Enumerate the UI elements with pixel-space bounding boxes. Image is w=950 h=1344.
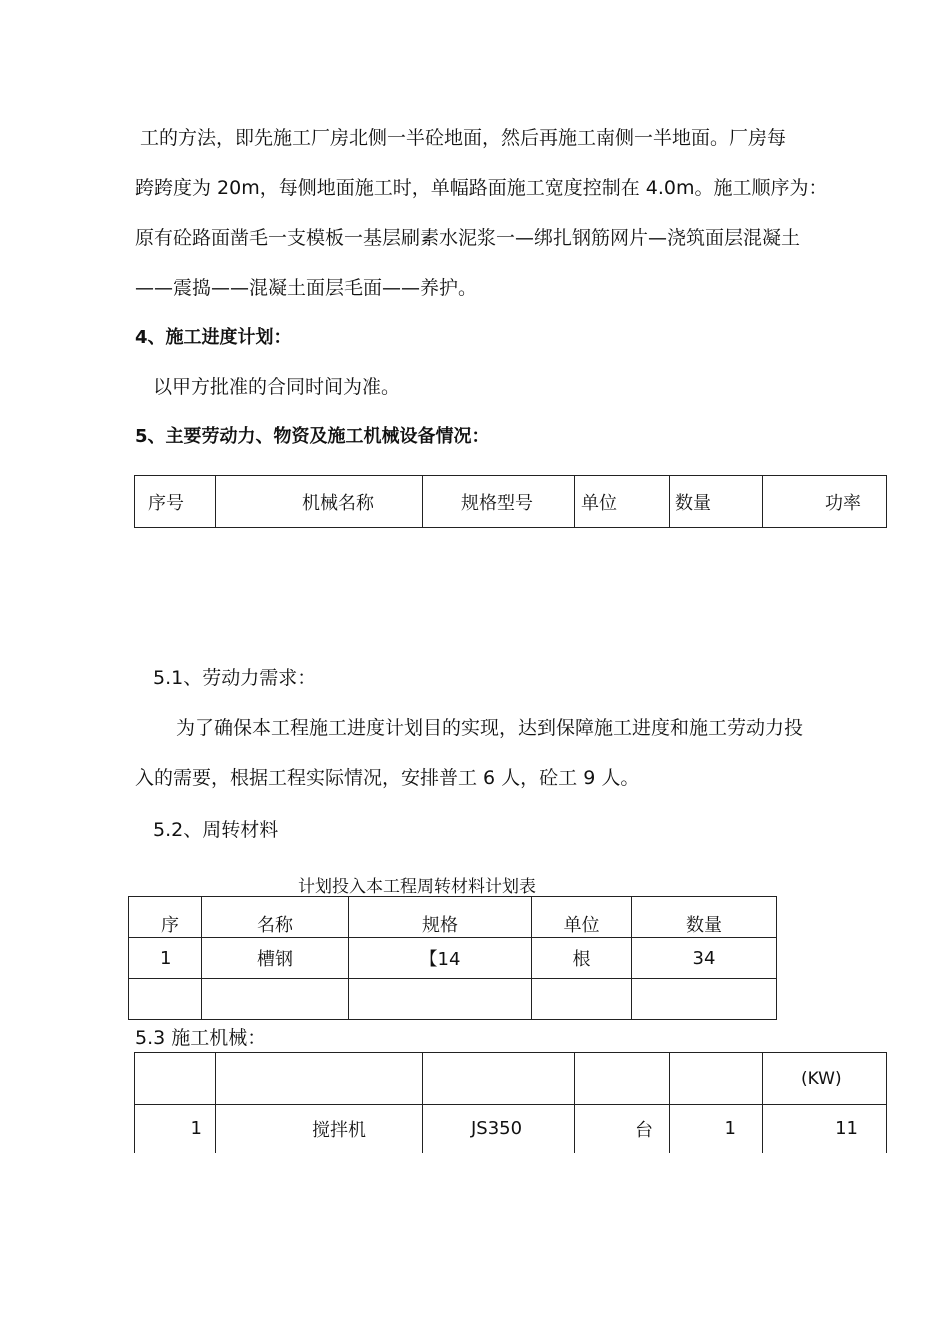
table-cell: JS350 — [423, 1105, 575, 1153]
section-5-heading: 5、主要劳动力、物资及施工机械设备情况： — [135, 426, 490, 447]
materials-header-quantity: 数量 — [632, 897, 777, 938]
header-cell-machine-name: 机械名称 — [216, 476, 423, 528]
section-5-1-heading: 5.1、劳动力需求： — [153, 667, 317, 689]
materials-header-spec: 规格 — [349, 897, 532, 938]
table-cell — [129, 979, 202, 1020]
table-row — [129, 938, 777, 979]
table-cell — [423, 1053, 575, 1105]
table-row — [135, 1105, 887, 1153]
header-cell-quantity: 数量 — [670, 476, 763, 528]
materials-table — [128, 896, 777, 1020]
table-row — [129, 979, 777, 1020]
materials-header-unit: 单位 — [532, 897, 632, 938]
section-4-heading: 4、施工进度计划： — [135, 327, 292, 348]
materials-header-name: 名称 — [202, 897, 349, 938]
section-5-1-line-1: 为了确保本工程施工进度计划目的实现，达到保障施工进度和施工劳动力投 — [176, 717, 804, 739]
table-row — [135, 1053, 887, 1105]
power-unit-cell: (KW) — [763, 1053, 887, 1105]
materials-table-title: 计划投入本工程周转材料计划表 — [298, 877, 536, 897]
machinery-table — [134, 1052, 887, 1153]
paragraph-line-1: 工的方法，即先施工厂房北侧一半砼地面，然后再施工南侧一半地面。厂房每 — [140, 127, 787, 149]
section-4-body: 以甲方批准的合同时间为准。 — [153, 376, 401, 398]
table-cell — [632, 979, 777, 1020]
table-cell: 【14 — [349, 938, 532, 979]
table-cell — [575, 1053, 670, 1105]
header-cell-spec: 规格型号 — [423, 476, 575, 528]
header-cell-unit: 单位 — [575, 476, 670, 528]
table-cell: 34 — [632, 938, 777, 979]
section-5-3-heading: 5.3 施工机械： — [135, 1027, 267, 1049]
table-cell — [202, 979, 349, 1020]
table-row — [135, 476, 887, 528]
section-5-2-heading: 5.2、周转材料 — [153, 819, 279, 841]
header-cell-power: 功率 — [763, 476, 887, 528]
materials-header-index: 序 — [129, 897, 202, 938]
section-5-1-line-2: 入的需要，根据工程实际情况，安排普工 6 人，砼工 9 人。 — [135, 767, 640, 789]
table-cell — [349, 979, 532, 1020]
paragraph-line-3: 原有砼路面凿毛一支模板一基层刷素水泥浆一—绑扎钢筋网片—浇筑面层混凝土 — [135, 227, 801, 249]
table-cell: 搅拌机 — [216, 1105, 423, 1153]
paragraph-line-2: 跨跨度为 20m，每侧地面施工时，单幅路面施工宽度控制在 4.0m。施工顺序为： — [135, 177, 828, 199]
table-cell — [532, 979, 632, 1020]
table-cell: 槽钢 — [202, 938, 349, 979]
table-cell — [135, 1053, 216, 1105]
table-cell: 1 — [670, 1105, 763, 1153]
table-cell — [670, 1053, 763, 1105]
equipment-header-table — [134, 475, 887, 528]
table-row — [129, 897, 777, 938]
table-cell — [216, 1053, 423, 1105]
header-cell-index: 序号 — [135, 476, 216, 528]
table-cell: 11 — [763, 1105, 887, 1153]
paragraph-line-4: ——震捣——混凝土面层毛面——养护。 — [135, 277, 478, 299]
table-cell: 根 — [532, 938, 632, 979]
table-cell: 1 — [129, 938, 202, 979]
table-cell: 台 — [575, 1105, 670, 1153]
table-cell: 1 — [135, 1105, 216, 1153]
